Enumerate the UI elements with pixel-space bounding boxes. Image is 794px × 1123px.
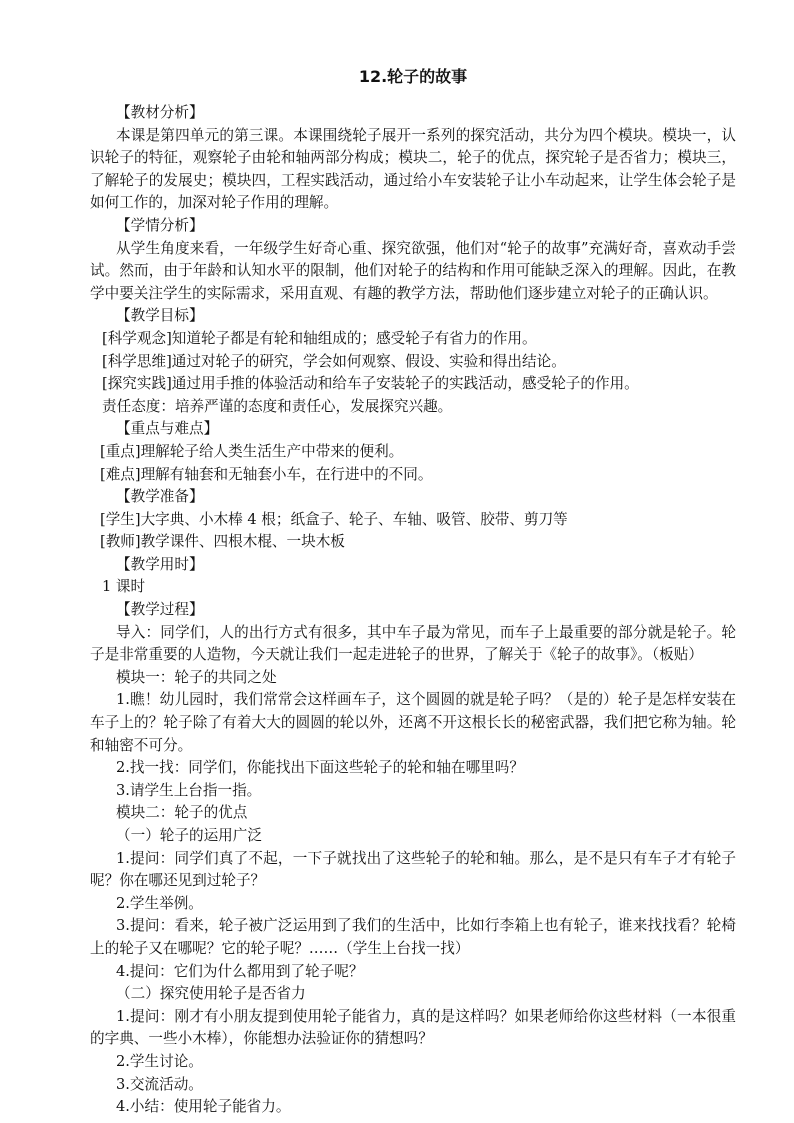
paragraph: 2.学生讨论。 <box>116 1052 203 1070</box>
section-heading: 【教材分析】 <box>116 104 204 121</box>
paragraph: 1.提问：刚才有小朋友提到使用轮子能省力，真的是这样吗？如果老师给你这些材料（一本很重的字典、一些小木棒），你能想办法验证你的猜想吗？ <box>90 1007 736 1048</box>
paragraph: 1.提问：同学们真了不起，一下子就找出了这些轮子的轮和轴。那么，是不是只有车子才有轮子呢？你在哪还见到过轮子？ <box>90 849 736 890</box>
paragraph: 2.学生举例。 <box>116 894 203 912</box>
paragraph: [科学思维]通过对轮子的研究，学会如何观察、假设、实验和得出结论。 <box>102 352 566 370</box>
paragraph: 责任态度：培养严谨的态度和责任心，发展探究兴趣。 <box>102 397 453 415</box>
paragraph: 模块一：轮子的共同之处 <box>116 668 277 686</box>
section-heading: 【教学目标】 <box>116 307 204 325</box>
section-heading: 【学情分析】 <box>116 216 204 234</box>
section-heading: 【教学用时】 <box>116 555 204 573</box>
paragraph: 4.小结：使用轮子能省力。 <box>116 1098 291 1116</box>
paragraph: [重点]理解轮子给人类生活生产中带来的便利。 <box>100 442 404 460</box>
paragraph: 3.提问：看来，轮子被广泛运用到了我们的生活中，比如行李箱上也有轮子，谁来找找看？轮椅上的轮子又在哪呢？它的轮子呢？……（学生上台找一找） <box>90 917 736 957</box>
paragraph: [科学观念]知道轮子都是有轮和轴组成的；感受轮子有省力的作用。 <box>102 329 537 347</box>
document-body <box>90 102 736 1119</box>
paragraph: 3.交流活动。 <box>116 1075 203 1093</box>
paragraph: （一）轮子的运用广泛 <box>116 827 262 844</box>
section-heading: 【教学准备】 <box>116 488 204 506</box>
paragraph: [学生]大字典、小木棒 4 根；纸盒子、轮子、车轴、吸管、胶带、剪刀等 <box>100 510 568 528</box>
paragraph: 从学生角度来看，一年级学生好奇心重、探究欲强，他们对“轮子的故事”充满好奇，喜欢动手尝试。然而，由于年龄和认知水平的限制，他们对轮子的结构和作用可能缺乏深入的理解。因此，在教学中要关注学生的实际需求，采用直观、有趣的教学方法，帮助他们逐步建立对轮子的正确认识。 <box>90 239 736 302</box>
paragraph: 模块二：轮子的优点 <box>116 804 248 822</box>
paragraph: [难点]理解有轴套和无轴套小车，在行进中的不同。 <box>100 465 433 483</box>
paragraph: 1 课时 <box>102 578 146 596</box>
paragraph: 导入：同学们，人的出行方式有很多，其中车子最为常见，而车子上最重要的部分就是轮子。轮子是非常重要的人造物，今天就让我们一起走进轮子的世界，了解关于《轮子的故事》。（板贴） <box>90 623 736 664</box>
section-heading: 【教学过程】 <box>116 601 204 619</box>
paragraph: [教师]教学课件、四根木棍、一块木板 <box>100 533 345 551</box>
paragraph: （二）探究使用轮子是否省力 <box>116 985 306 1003</box>
paragraph: 4.提问：它们为什么都用到了轮子呢？ <box>116 962 364 980</box>
paragraph: 1.瞧！幼儿园时，我们常常会这样画车子，这个圆圆的就是轮子吗？（是的）轮子是怎样安装在车子上的？轮子除了有着大大的圆圆的轮以外，还离不开这根长长的秘密武器，我们把它称为轴。轮和轴密不可分。 <box>90 691 736 754</box>
paragraph: 2.找一找：同学们，你能找出下面这些轮子的轮和轴在哪里吗？ <box>116 759 524 777</box>
document-title: 12.轮子的故事 <box>358 67 468 86</box>
paragraph: 本课是第四单元的第三课。本课围绕轮子展开一系列的探究活动，共分为四个模块。模块一，认识轮子的特征，观察轮子由轮和轴两部分构成；模块二，轮子的优点，探究轮子是否省力；模块三，了解轮子的发展史；模块四，工程实践活动，通过给小车安装轮子让小车动起来，让学生体会轮子是如何工作的，加深对轮子作用的理解。 <box>90 126 736 212</box>
document-page <box>90 62 736 1119</box>
section-heading: 【重点与难点】 <box>116 420 219 438</box>
paragraph: [探究实践]通过用手推的体验活动和给车子安装轮子的实践活动，感受轮子的作用。 <box>102 375 639 393</box>
paragraph: 3.请学生上台指一指。 <box>116 781 262 799</box>
